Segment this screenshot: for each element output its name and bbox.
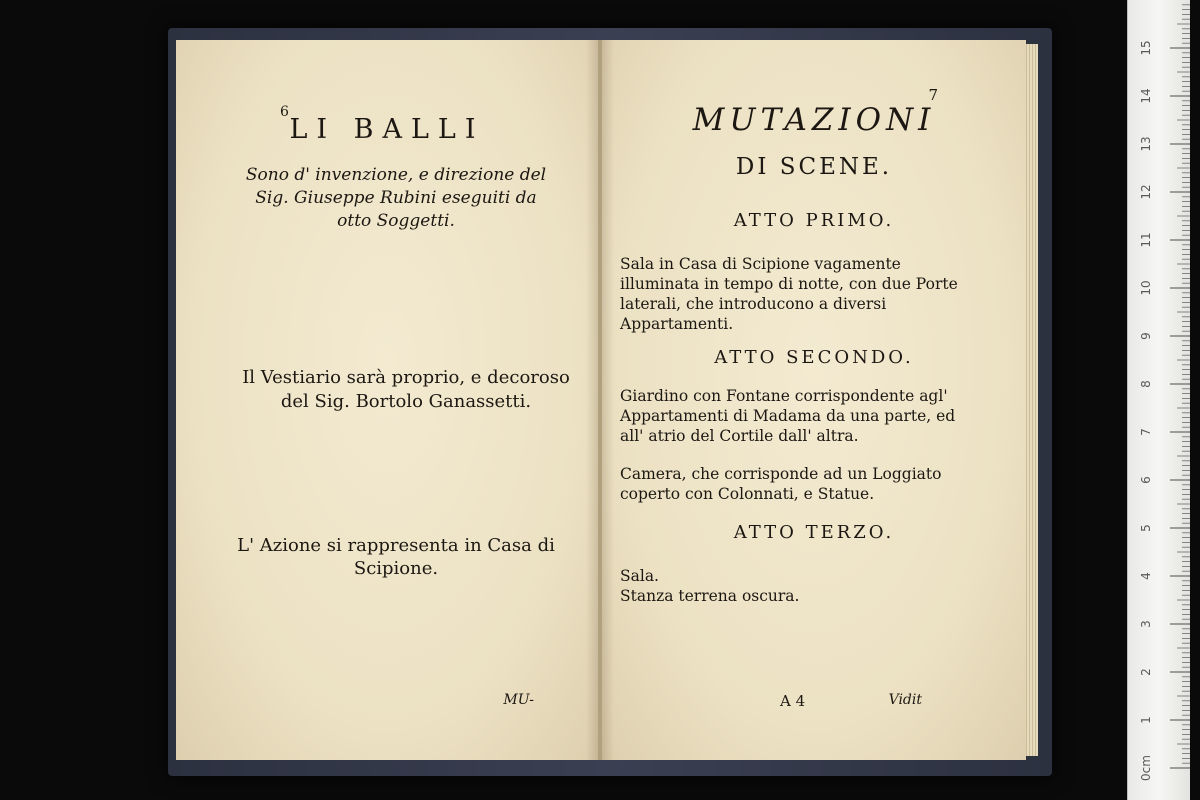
signature-mark: A 4 — [780, 692, 806, 710]
left-catchword: MU- — [503, 692, 534, 708]
act-heading: ATTO SECONDO. — [714, 347, 914, 368]
ruler-label: 11 — [1139, 232, 1153, 248]
act-heading: ATTO PRIMO. — [733, 210, 895, 231]
ruler-label: 5 — [1139, 524, 1153, 532]
scene-description: Sala. — [620, 567, 659, 585]
ruler-label: 3 — [1139, 620, 1153, 628]
ruler-label: 2 — [1139, 668, 1153, 676]
right-page-subtitle: DI SCENE. — [735, 154, 893, 180]
right-page-title: MUTAZIONI — [692, 102, 936, 138]
costume-note: Il Vestiario sarà proprio, e decoroso del Sig. Bortolo Ganassetti. — [242, 367, 570, 412]
ruler-label: 10 — [1139, 280, 1153, 296]
ruler-scale — [1128, 0, 1190, 800]
scene-description: Sala in Casa di Scipione vagamente illuminata in tempo di notte, con due Porte laterali, che introducono a diversi Appartamenti. — [620, 255, 958, 333]
ruler-label: 4 — [1139, 572, 1153, 580]
left-page — [176, 40, 600, 760]
scene-description: Camera, che corrisponde ad un Loggiato coperto con Colonnati, e Statue. — [620, 465, 942, 503]
book-gutter — [586, 40, 614, 760]
ruler-label: 13 — [1139, 136, 1153, 152]
ruler-label: 14 — [1139, 88, 1153, 104]
ruler-label: 8 — [1139, 380, 1153, 388]
ballet-credit: Sono d' invenzione, e direzione del Sig. Giuseppe Rubini eseguiti da otto Soggetti. — [245, 165, 547, 231]
left-page-title: LI BALLI — [289, 114, 485, 145]
ruler-label: 6 — [1139, 476, 1153, 484]
scene-description: Stanza terrena oscura. — [620, 587, 800, 605]
ruler-label: 0cm — [1139, 755, 1153, 781]
ruler-label: 7 — [1139, 428, 1153, 436]
left-page-number: 6 — [280, 104, 289, 120]
ruler-label: 15 — [1139, 40, 1153, 56]
act-heading: ATTO TERZO. — [733, 522, 895, 543]
right-page — [600, 40, 1026, 760]
setting-note: L' Azione si rappresenta in Casa di Scipione. — [237, 535, 555, 579]
right-catchword: Vidit — [888, 692, 922, 708]
ruler-label: 9 — [1139, 332, 1153, 340]
scene-description: Giardino con Fontane corrispondente agl' Appartamenti di Madama da una parte, ed all' atrio del Cortile dall' altra. — [620, 387, 956, 445]
measuring-ruler — [1127, 0, 1190, 800]
ruler-label: 1 — [1139, 716, 1153, 724]
ruler-label: 12 — [1139, 184, 1153, 200]
right-page-number: 7 — [928, 86, 938, 104]
page-edges — [1024, 44, 1038, 756]
